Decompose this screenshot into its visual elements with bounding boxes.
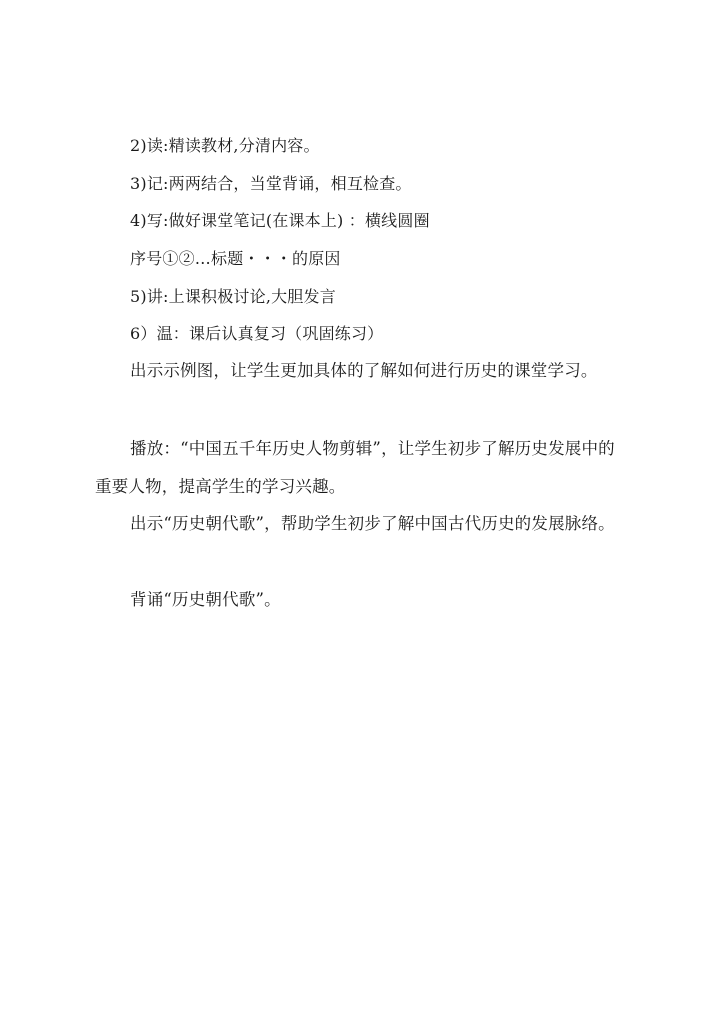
text-line-review: 6）温：课后认真复习（巩固练习） [130,324,384,343]
text-line-speak: 5)讲:上课积极讨论,大胆发言 [130,287,336,306]
text-line-read: 2)读:精读教材,分清内容。 [130,136,320,155]
text-line-sequence: 序号①②…标题・・・的原因 [130,249,341,268]
text-line-show-example: 出示示例图，让学生更加具体的了解如何进行历史的课堂学习。 [130,361,598,380]
text-line-show-dynasty-song: 出示“历史朝代歌”，帮助学生初步了解中国古代历史的发展脉络。 [130,514,615,533]
text-line-play: 播放：“中国五千年历史人物剪辑”，让学生初步了解历史发展中的 [130,439,615,458]
text-line-memorize: 3)记:两两结合，当堂背诵，相互检查。 [130,174,412,193]
text-line-play-continued: 重要人物，提高学生的学习兴趣。 [95,477,346,496]
text-line-recite-dynasty-song: 背诵“历史朝代歌”。 [130,590,281,609]
text-line-write: 4)写:做好课堂笔记(在课本上) ：横线圆圈 [130,211,430,230]
